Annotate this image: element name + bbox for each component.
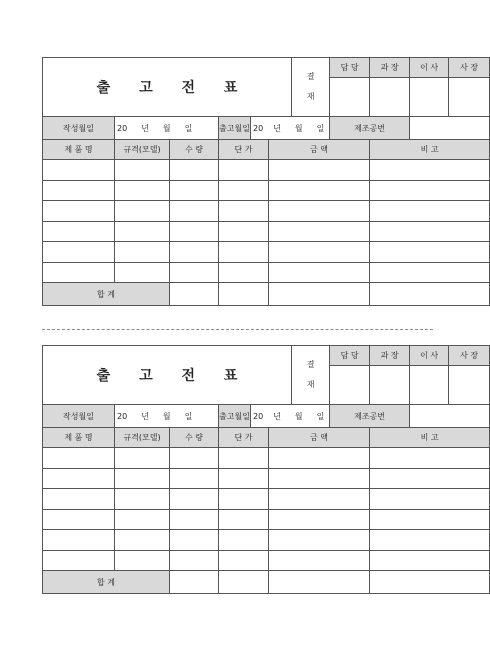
- approval-sign-box[interactable]: [330, 78, 370, 117]
- note-cell[interactable]: [370, 242, 490, 263]
- amount-cell[interactable]: [269, 221, 370, 242]
- quantity-cell[interactable]: [170, 180, 219, 201]
- spec-cell[interactable]: [115, 180, 170, 201]
- quantity-cell[interactable]: [170, 468, 219, 489]
- approval-role-president: 사 장: [449, 58, 490, 78]
- product-name-cell[interactable]: [43, 530, 115, 551]
- written-date-label: 작성월일: [43, 405, 115, 428]
- approval-role-president: 사 장: [449, 346, 490, 366]
- unit-price-cell[interactable]: [219, 509, 269, 530]
- slip-title: 출 고 전 표: [43, 346, 292, 405]
- amount-cell[interactable]: [269, 180, 370, 201]
- approval-role-director: 이 사: [410, 58, 449, 78]
- quantity-cell[interactable]: [170, 489, 219, 510]
- quantity-cell[interactable]: [170, 262, 219, 283]
- total-label: 합 계: [43, 571, 170, 594]
- total-note-cell[interactable]: [370, 571, 490, 594]
- approval-role-section-chief: 과 장: [370, 346, 410, 366]
- column-header: 수 량: [170, 428, 219, 448]
- quantity-cell[interactable]: [170, 160, 219, 181]
- table-row: [43, 448, 490, 469]
- column-header: 금 액: [269, 428, 370, 448]
- approval-sign-box[interactable]: [410, 78, 449, 117]
- total-amount-cell[interactable]: [269, 571, 370, 594]
- slip-title: 출 고 전 표: [43, 58, 292, 117]
- product-name-cell[interactable]: [43, 468, 115, 489]
- unit-price-cell[interactable]: [219, 221, 269, 242]
- maker-number-label: 제조공번: [330, 117, 410, 140]
- spec-cell[interactable]: [115, 550, 170, 571]
- table-row: [43, 468, 490, 489]
- amount-cell[interactable]: [269, 468, 370, 489]
- note-cell[interactable]: [370, 509, 490, 530]
- note-cell[interactable]: [370, 201, 490, 222]
- unit-price-cell[interactable]: [219, 468, 269, 489]
- quantity-cell[interactable]: [170, 201, 219, 222]
- quantity-cell[interactable]: [170, 550, 219, 571]
- column-header: 금 액: [269, 140, 370, 160]
- column-header: 규격(모델): [115, 428, 170, 448]
- column-header: 제 품 명: [43, 428, 115, 448]
- total-unit-price-cell[interactable]: [219, 283, 269, 306]
- quantity-cell[interactable]: [170, 509, 219, 530]
- total-quantity-cell[interactable]: [170, 571, 219, 594]
- note-cell[interactable]: [370, 489, 490, 510]
- note-cell[interactable]: [370, 221, 490, 242]
- approval-sign-box[interactable]: [449, 78, 490, 117]
- product-name-cell[interactable]: [43, 160, 115, 181]
- release-date-label: 출고월일: [219, 405, 251, 428]
- table-row: [43, 221, 490, 242]
- amount-cell[interactable]: [269, 509, 370, 530]
- release-date-field[interactable]: 20 년 월 일: [251, 117, 330, 140]
- approval-role-director: 이 사: [410, 346, 449, 366]
- column-header: 수 량: [170, 140, 219, 160]
- column-header: 비 고: [370, 140, 490, 160]
- note-cell[interactable]: [370, 180, 490, 201]
- total-label: 합 계: [43, 283, 170, 306]
- note-cell[interactable]: [370, 468, 490, 489]
- unit-price-cell[interactable]: [219, 448, 269, 469]
- spec-cell[interactable]: [115, 160, 170, 181]
- approval-sign-box[interactable]: [449, 366, 490, 405]
- table-row: [43, 489, 490, 510]
- spec-cell[interactable]: [115, 530, 170, 551]
- quantity-cell[interactable]: [170, 242, 219, 263]
- note-cell[interactable]: [370, 448, 490, 469]
- spec-cell[interactable]: [115, 489, 170, 510]
- unit-price-cell[interactable]: [219, 180, 269, 201]
- product-name-cell[interactable]: [43, 180, 115, 201]
- table-row: [43, 550, 490, 571]
- approval-sign-box[interactable]: [370, 78, 410, 117]
- amount-cell[interactable]: [269, 448, 370, 469]
- release-slip-top: [42, 57, 479, 306]
- column-header: 단 가: [219, 428, 269, 448]
- spec-cell[interactable]: [115, 242, 170, 263]
- spec-cell[interactable]: [115, 468, 170, 489]
- unit-price-cell[interactable]: [219, 489, 269, 510]
- amount-cell[interactable]: [269, 489, 370, 510]
- approval-label: 결 재: [292, 346, 330, 405]
- product-name-cell[interactable]: [43, 550, 115, 571]
- approval-role-section-chief: 과 장: [370, 58, 410, 78]
- spec-cell[interactable]: [115, 221, 170, 242]
- written-date-field[interactable]: 20 년 월 일: [115, 117, 219, 140]
- release-slip-bottom: [42, 345, 479, 594]
- product-name-cell[interactable]: [43, 221, 115, 242]
- table-row: [43, 530, 490, 551]
- amount-cell[interactable]: [269, 262, 370, 283]
- approval-label: 결 재: [292, 58, 330, 117]
- total-amount-cell[interactable]: [269, 283, 370, 306]
- amount-cell[interactable]: [269, 160, 370, 181]
- column-header: 비 고: [370, 428, 490, 448]
- total-note-cell[interactable]: [370, 283, 490, 306]
- maker-number-field[interactable]: [410, 117, 490, 140]
- table-row: [43, 509, 490, 530]
- spec-cell[interactable]: [115, 201, 170, 222]
- spec-cell[interactable]: [115, 262, 170, 283]
- note-cell[interactable]: [370, 160, 490, 181]
- approval-role-manager: 담 당: [330, 58, 370, 78]
- table-row: [43, 242, 490, 263]
- cut-line: [42, 329, 433, 330]
- product-name-cell[interactable]: [43, 201, 115, 222]
- note-cell[interactable]: [370, 530, 490, 551]
- spec-cell[interactable]: [115, 448, 170, 469]
- unit-price-cell[interactable]: [219, 530, 269, 551]
- unit-price-cell[interactable]: [219, 550, 269, 571]
- product-name-cell[interactable]: [43, 262, 115, 283]
- column-header: 단 가: [219, 140, 269, 160]
- table-row: [43, 262, 490, 283]
- written-date-field[interactable]: 20 년 월 일: [115, 405, 219, 428]
- approval-sign-box[interactable]: [330, 366, 370, 405]
- quantity-cell[interactable]: [170, 221, 219, 242]
- column-header: 제 품 명: [43, 140, 115, 160]
- product-name-cell[interactable]: [43, 242, 115, 263]
- unit-price-cell[interactable]: [219, 262, 269, 283]
- product-name-cell[interactable]: [43, 448, 115, 469]
- spec-cell[interactable]: [115, 509, 170, 530]
- quantity-cell[interactable]: [170, 448, 219, 469]
- quantity-cell[interactable]: [170, 530, 219, 551]
- unit-price-cell[interactable]: [219, 160, 269, 181]
- maker-number-label: 제조공번: [330, 405, 410, 428]
- table-row: [43, 201, 490, 222]
- product-name-cell[interactable]: [43, 489, 115, 510]
- approval-sign-box[interactable]: [370, 366, 410, 405]
- unit-price-cell[interactable]: [219, 242, 269, 263]
- total-quantity-cell[interactable]: [170, 283, 219, 306]
- written-date-label: 작성월일: [43, 117, 115, 140]
- approval-role-manager: 담 당: [330, 346, 370, 366]
- product-name-cell[interactable]: [43, 509, 115, 530]
- table-row: [43, 180, 490, 201]
- release-date-field[interactable]: 20 년 월 일: [251, 405, 330, 428]
- maker-number-field[interactable]: [410, 405, 490, 428]
- amount-cell[interactable]: [269, 201, 370, 222]
- amount-cell[interactable]: [269, 530, 370, 551]
- note-cell[interactable]: [370, 262, 490, 283]
- approval-sign-box[interactable]: [410, 366, 449, 405]
- amount-cell[interactable]: [269, 242, 370, 263]
- unit-price-cell[interactable]: [219, 201, 269, 222]
- note-cell[interactable]: [370, 550, 490, 571]
- release-date-label: 출고월일: [219, 117, 251, 140]
- table-row: [43, 160, 490, 181]
- amount-cell[interactable]: [269, 550, 370, 571]
- column-header: 규격(모델): [115, 140, 170, 160]
- total-unit-price-cell[interactable]: [219, 571, 269, 594]
